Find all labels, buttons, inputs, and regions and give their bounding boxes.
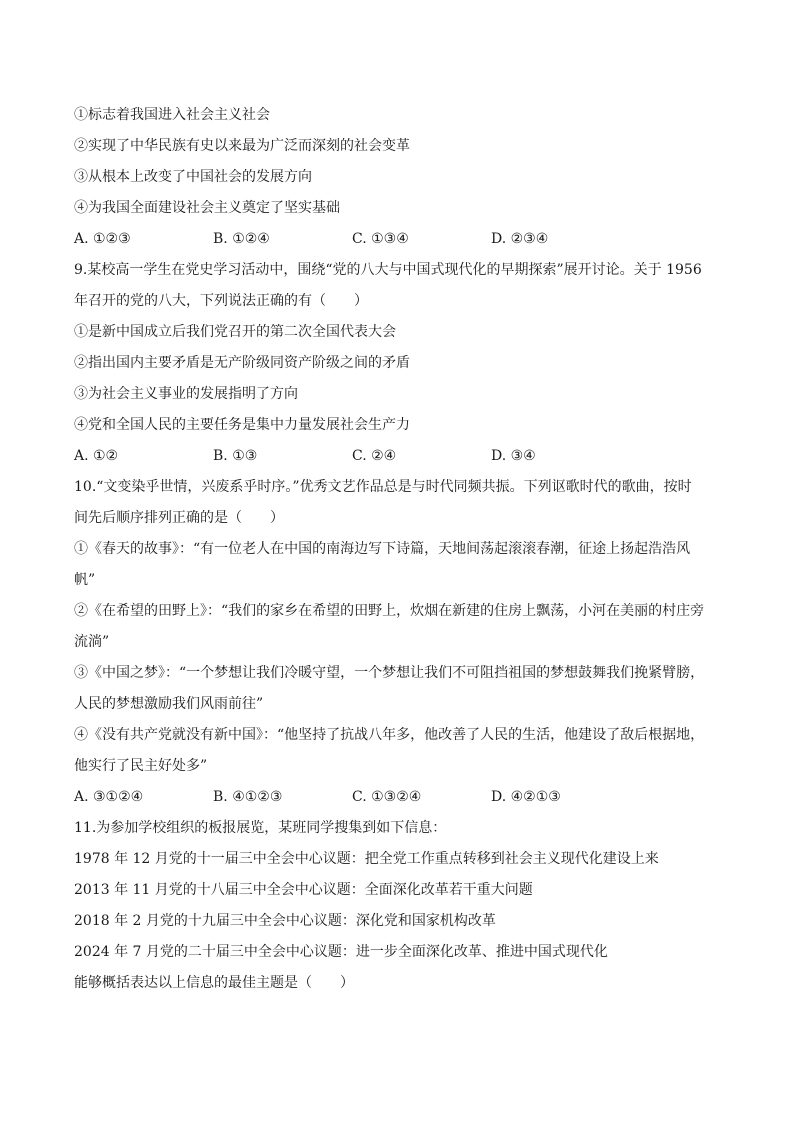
- q11-info-2018: 2018 年 2 月党的十九届三中全会中心议题：深化党和国家机构改革: [74, 913, 496, 929]
- question-8: [74, 100, 724, 255]
- q10-item-3-line-1: ③《中国之梦》：“一个梦想让我们冷暖守望，一个梦想让我们不可阻挡祖国的梦想鼓舞我们挽紧臂膀，: [74, 665, 705, 681]
- q9-stem-line-1: 9.某校高一学生在党史学习活动中，围绕“党的八大与中国式现代化的早期探索”展开讨论。关于 1956: [74, 262, 702, 278]
- q9-option-a: A. ①②: [74, 448, 119, 464]
- q8-option-a: A. ①②③: [74, 231, 131, 247]
- q10-option-d: D. ④②①③: [491, 789, 561, 805]
- q10-stem-line-2: 间先后顺序排列正确的是（ ）: [74, 510, 284, 526]
- q8-item-1: ①标志着我国进入社会主义社会: [74, 107, 270, 123]
- q9-options: [74, 441, 724, 472]
- question-9: [74, 255, 724, 472]
- q10-item-4-line-1: ④《没有共产党就没有新中国》：“他坚持了抗战八年多，他改善了人民的生活，他建设了敌后根据地，: [74, 727, 705, 743]
- question-11: [74, 813, 724, 999]
- q10-item-1-line-1: ①《春天的故事》：“有一位老人在中国的南海边写下诗篇，天地间荡起滚滚春潮，征途上扬起浩浩风: [74, 541, 691, 557]
- q11-stem: 11.为参加学校组织的板报展览，某班同学搜集到如下信息：: [74, 820, 447, 836]
- q10-item-1-line-2: 帆”: [74, 572, 96, 588]
- q10-option-a: A. ③①②④: [74, 789, 144, 805]
- q8-option-c: C. ①③④: [352, 231, 409, 247]
- q10-options: [74, 782, 724, 813]
- q10-option-c: C. ①③②④: [352, 789, 422, 805]
- q9-stem-line-2: 年召开的党的八大，下列说法正确的有（ ）: [74, 293, 368, 309]
- question-10: [74, 472, 724, 813]
- q11-question: 能够概括表达以上信息的最佳主题是（ ）: [74, 975, 354, 991]
- q10-item-2-line-1: ②《在希望的田野上》：“我们的家乡在希望的田野上，炊烟在新建的住房上飘荡，小河在美丽的村庄旁: [74, 603, 705, 619]
- q8-option-b: B. ①②④: [213, 231, 270, 247]
- q9-option-b: B. ①③: [213, 448, 258, 464]
- exam-content: [74, 100, 724, 999]
- q9-item-2: ②指出国内主要矛盾是无产阶级同资产阶级之间的矛盾: [74, 355, 410, 371]
- q10-item-4-line-2: 他实行了民主好处多”: [74, 758, 208, 774]
- q8-item-2: ②实现了中华民族有史以来最为广泛而深刻的社会变革: [74, 138, 410, 154]
- q11-info-1978: 1978 年 12 月党的十一届三中全会中心议题：把全党工作重点转移到社会主义现代化建设上来: [74, 851, 659, 867]
- q9-item-1: ①是新中国成立后我们党召开的第二次全国代表大会: [74, 324, 396, 340]
- q9-item-4: ④党和全国人民的主要任务是集中力量发展社会生产力: [74, 417, 410, 433]
- q8-option-d: D. ②③④: [491, 231, 549, 247]
- q9-item-3: ③为社会主义事业的发展指明了方向: [74, 386, 298, 402]
- q8-item-3: ③从根本上改变了中国社会的发展方向: [74, 169, 312, 185]
- q10-option-b: B. ④①②③: [213, 789, 283, 805]
- q11-info-2024: 2024 年 7 月党的二十届三中全会中心议题：进一步全面深化改革、推进中国式现代化: [74, 944, 608, 960]
- q11-info-2013: 2013 年 11 月党的十八届三中全会中心议题：全面深化改革若干重大问题: [74, 882, 533, 898]
- q8-options: [74, 224, 724, 255]
- q9-option-d: D. ③④: [491, 448, 536, 464]
- q10-item-2-line-2: 流淌”: [74, 634, 110, 650]
- q8-item-4: ④为我国全面建设社会主义奠定了坚实基础: [74, 200, 340, 216]
- q9-option-c: C. ②④: [352, 448, 397, 464]
- q10-stem-line-1: 10.“文变染乎世情，兴废系乎时序。”优秀文艺作品总是与时代同频共振。下列讴歌时代的歌曲，按时: [74, 479, 692, 495]
- q10-item-3-line-2: 人民的梦想激励我们风雨前往”: [74, 696, 264, 712]
